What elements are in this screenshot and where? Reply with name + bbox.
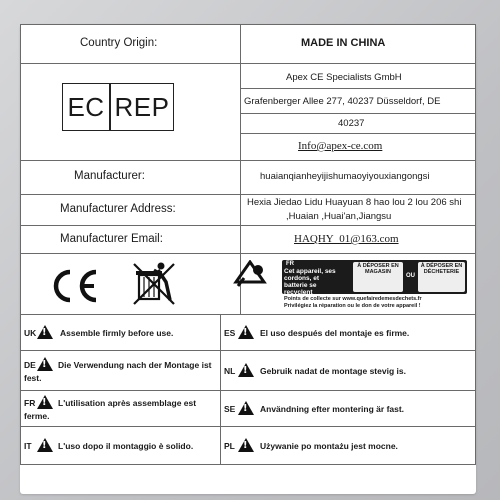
warning-text-de-cont: fest. — [24, 373, 42, 383]
ec-box — [62, 83, 110, 131]
divider — [20, 464, 476, 465]
divider — [20, 194, 476, 195]
divider — [20, 160, 476, 161]
warning-code-se: SE — [224, 404, 236, 414]
warning-icon — [37, 395, 53, 409]
warning-text-es: El uso después del montaje es firme. — [260, 328, 410, 338]
warning-text-it: L'uso dopo il montaggio è solido. — [58, 441, 194, 451]
warning-text-se: Användning efter montering är fast. — [260, 404, 405, 414]
warning-code-de: DE — [24, 360, 36, 370]
warning-text-pl: Używanie po montażu jest mocne. — [260, 441, 398, 451]
dechet-text: À DÉPOSER EN DÉCHETERIE — [420, 263, 463, 275]
warning-code-es: ES — [224, 328, 236, 338]
divider — [20, 390, 476, 391]
divider — [220, 314, 221, 464]
divider — [240, 133, 476, 134]
warning-icon — [37, 438, 53, 452]
warning-text-uk: Assemble firmly before use. — [60, 328, 174, 338]
divider — [20, 63, 476, 64]
warning-icon — [238, 363, 254, 377]
divider — [240, 113, 476, 114]
warning-code-it: IT — [24, 441, 32, 451]
divider — [240, 88, 476, 89]
store-text: À DÉPOSER EN MAGASIN — [357, 263, 399, 275]
warning-text-fr-cont: ferme. — [24, 411, 50, 421]
ec-text: EC — [67, 91, 105, 122]
manufacturer-email-value[interactable]: HAQHY_01@163.com — [294, 233, 399, 245]
warning-code-uk: UK — [24, 328, 37, 338]
ce-mark-icon — [46, 266, 102, 306]
ec-rep-company: Apex CE Specialists GmbH — [286, 72, 402, 83]
manufacturer-address-line1: Hexia Jiedao Lidu Huayuan 8 hao lou 2 lou 206 shi — [247, 197, 462, 208]
divider — [475, 24, 476, 464]
warning-icon — [37, 357, 53, 371]
repair-text: Privilégiez la réparation ou le don de votre appareil ! — [284, 303, 421, 309]
country-origin-value: MADE IN CHINA — [301, 37, 386, 49]
manufacturer-address-line2: ,Huaian ,Huai'an,Jiangsu — [286, 211, 392, 222]
warning-code-pl: PL — [224, 441, 235, 451]
divider — [20, 225, 476, 226]
product-label — [20, 24, 476, 494]
warning-icon — [238, 438, 254, 452]
divider — [20, 426, 476, 427]
warning-code-fr: FR — [24, 398, 36, 408]
ec-rep-address: Grafenberger Allee 277, 40237 Düsseldorf, DE — [244, 96, 441, 107]
warning-icon — [238, 401, 254, 415]
ec-rep-postcode: 40237 — [338, 118, 365, 129]
divider — [20, 253, 476, 254]
appliance-text: Cet appareil, ses cordons, et batterie se recyclent — [284, 268, 336, 296]
manufacturer-address-label: Manufacturer Address: — [60, 203, 176, 215]
collect-points-text: Points de collecte sur www.quefairedemesdechets.fr — [284, 296, 422, 302]
manufacturer-email-label: Manufacturer Email: — [60, 233, 163, 245]
fr-tag: FR — [286, 261, 294, 267]
warning-code-nl: NL — [224, 366, 236, 376]
warning-icon — [238, 325, 254, 339]
or-text: OU — [406, 273, 415, 279]
warning-text-fr: L'utilisation après assemblage est — [58, 398, 197, 408]
warning-text-de: Die Verwendung nach der Montage ist — [58, 360, 212, 370]
country-origin-label: Country Origin: — [80, 37, 158, 49]
divider — [20, 350, 476, 351]
ec-rep-email[interactable]: Info@apex-ce.com — [298, 140, 383, 152]
manufacturer-value: huaianqianheyijishumaoyiyouxiangongsi — [260, 171, 430, 182]
weee-bin-icon — [130, 260, 178, 308]
warning-text-nl: Gebruik nadat de montage stevig is. — [260, 366, 406, 376]
divider — [20, 24, 476, 25]
triman-icon — [230, 260, 270, 288]
divider — [20, 24, 21, 464]
rep-text: REP — [114, 91, 170, 122]
manufacturer-label: Manufacturer: — [74, 170, 145, 182]
warning-icon — [37, 325, 53, 339]
rep-box — [110, 83, 174, 131]
divider — [20, 314, 476, 315]
